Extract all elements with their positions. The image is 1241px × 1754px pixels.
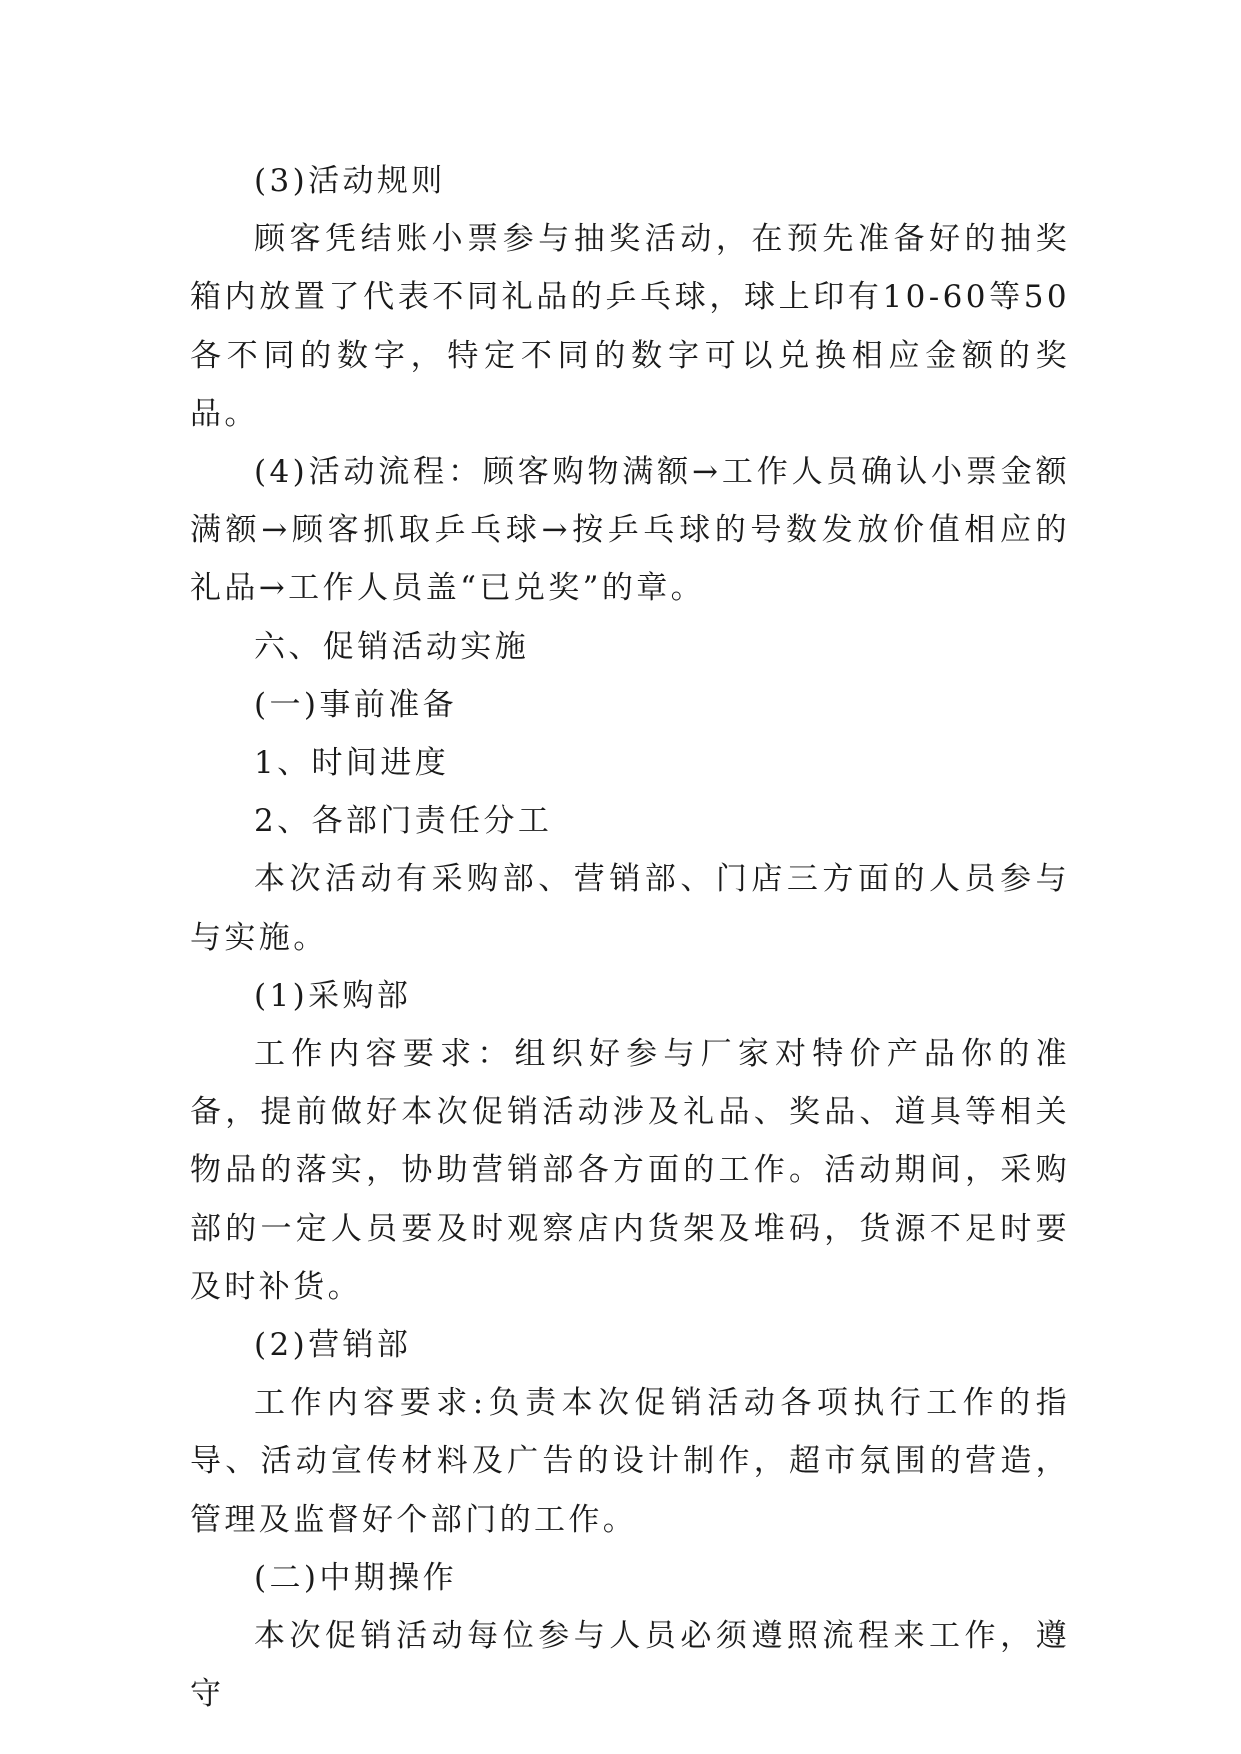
subsection-heading-preparation: (一)事前准备 [254, 686, 457, 723]
item-division-of-labor: 2、各部门责任分工 [254, 803, 553, 840]
paragraph-process: (4)活动流程：顾客购物满额→工作人员确认小票金额满额→顾客抓取乒乓球→按乒乓球的号数发放价值相应的礼品→工作人员盖“已兑奖”的章。 [190, 454, 1070, 607]
section-heading-implementation: 六、促销活动实施 [254, 628, 530, 665]
paragraph-purchasing-duties: 工作内容要求：组织好参与厂家对特价产品你的准备，提前做好本次促销活动涉及礼品、奖品、道具等相关物品的落实，协助营销部各方面的工作。活动期间，采购部的一定人员要及时观察店内货架及堆码，货源不足时要及时补货。 [190, 1036, 1070, 1305]
paragraph-rules-text: 顾客凭结账小票参与抽奖活动，在预先准备好的抽奖箱内放置了代表不同礼品的乒乓球，球上印有10-60等50各不同的数字，特定不同的数字可以兑换相应金额的奖品。 [190, 221, 1070, 432]
item-schedule: 1、时间进度 [254, 745, 450, 782]
paragraph-mid-operation: 本次促销活动每位参与人员必须遵照流程来工作，遵守 [190, 1618, 1070, 1713]
heading-purchasing-dept: (1)采购部 [254, 977, 412, 1014]
document-body [190, 152, 1070, 1723]
subsection-heading-mid-operation: (二)中期操作 [254, 1559, 457, 1596]
paragraph-rules-heading: (3)活动规则 [254, 163, 446, 199]
paragraph-participants: 本次活动有采购部、营销部、门店三方面的人员参与与实施。 [190, 861, 1070, 956]
heading-marketing-dept: (2)营销部 [254, 1327, 412, 1364]
paragraph-marketing-duties: 工作内容要求:负责本次促销活动各项执行工作的指导、活动宣传材料及广告的设计制作，超市氛围的营造，管理及监督好个部门的工作。 [190, 1385, 1070, 1538]
